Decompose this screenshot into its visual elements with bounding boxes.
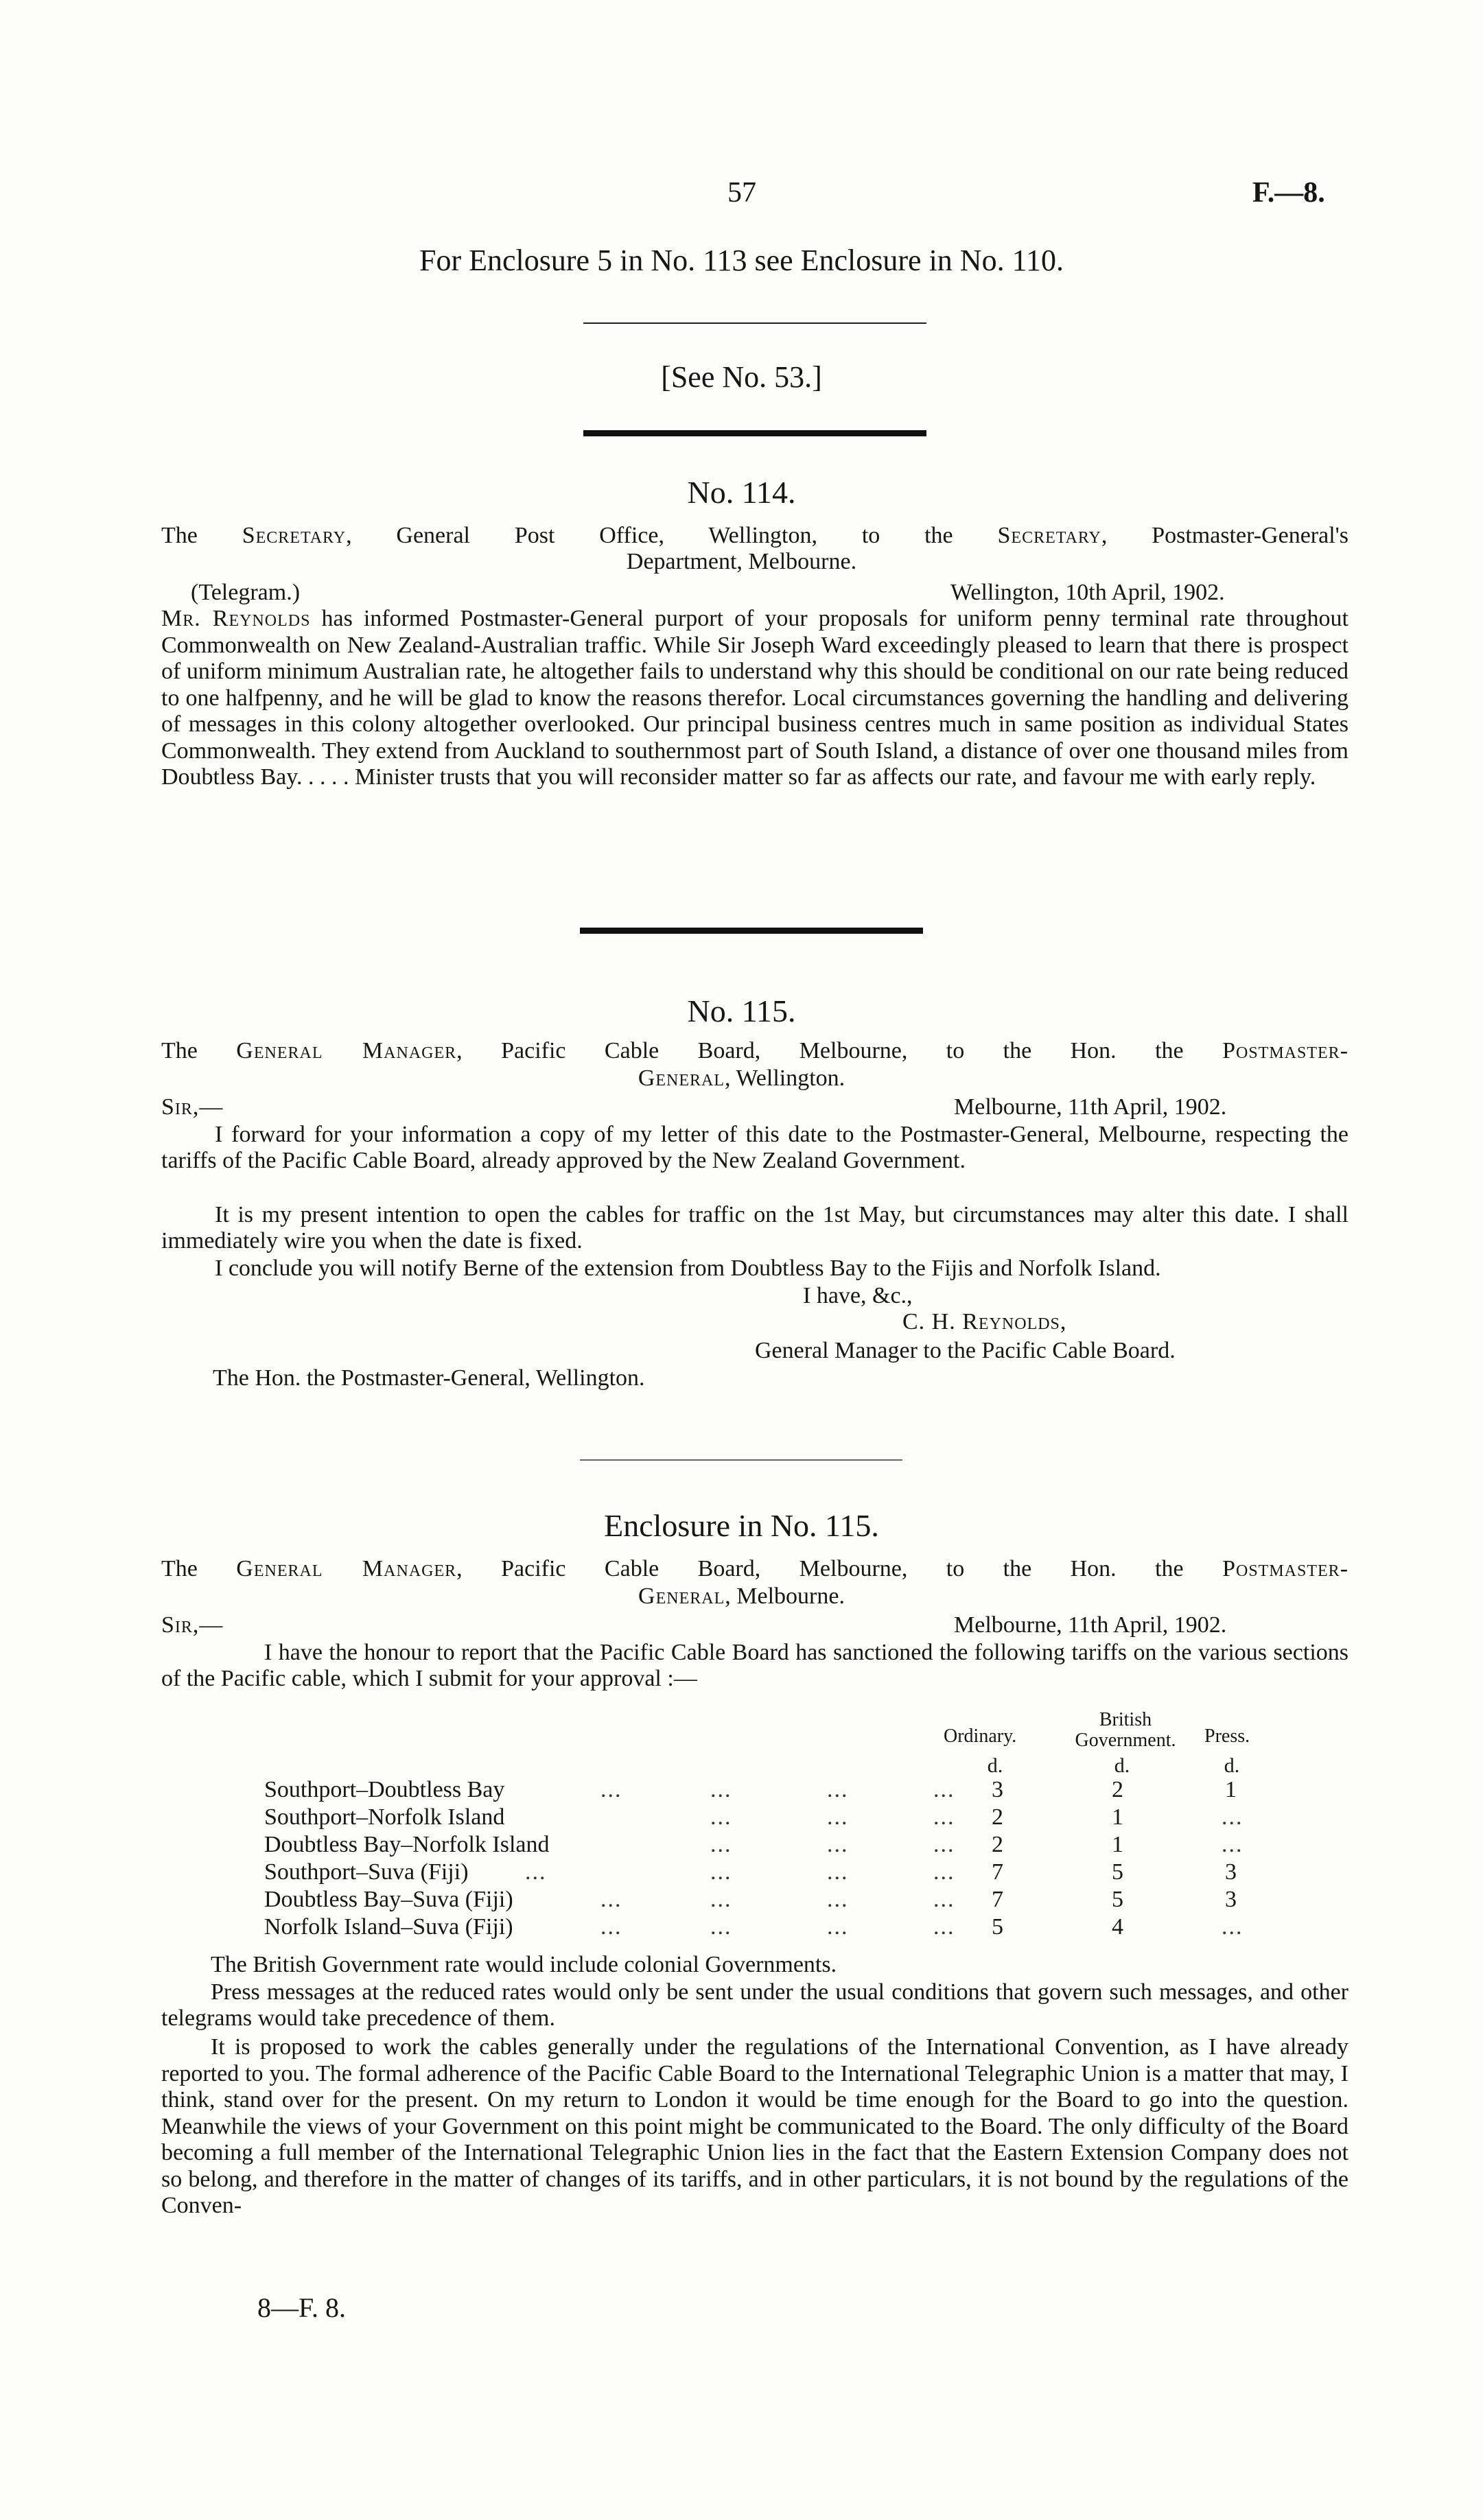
dateline: Wellington, 10th April, 1902. — [950, 580, 1225, 605]
press-rate: ... — [1222, 1914, 1243, 1940]
leader-dots: ... — [827, 1887, 849, 1912]
british-rate: 2 — [1112, 1777, 1123, 1802]
table-row — [264, 1777, 1280, 1804]
addressee: The Hon. the Postmaster-General, Wellington. — [213, 1365, 645, 1391]
dateline: Melbourne, 11th April, 1902. — [954, 1612, 1227, 1638]
column-header-press: Press. — [1204, 1726, 1250, 1747]
british-rate: 5 — [1112, 1859, 1123, 1885]
leader-dots: ... — [710, 1859, 732, 1885]
dateline: Melbourne, 11th April, 1902. — [954, 1094, 1227, 1120]
british-rate: 5 — [1112, 1887, 1123, 1912]
ordinary-rate: 2 — [992, 1832, 1003, 1857]
route-cell: Southport–Suva (Fiji) — [264, 1859, 469, 1885]
route-cell: Southport–Norfolk Island — [264, 1804, 505, 1830]
british-rate: 4 — [1112, 1914, 1123, 1940]
ordinary-rate: 7 — [992, 1859, 1003, 1885]
table-row — [264, 1914, 1280, 1942]
enclosure-note: For Enclosure 5 in No. 113 see Enclosure in No. 110. — [419, 244, 1064, 277]
leader-dots: ... — [827, 1859, 849, 1885]
leader-dots: ... — [710, 1777, 732, 1802]
address-line: Department, Melbourne. — [626, 549, 857, 574]
leader-dots: ... — [525, 1859, 547, 1885]
leader-dots: ... — [600, 1777, 622, 1802]
press-rate: 3 — [1225, 1859, 1237, 1885]
page-number: 57 — [727, 177, 756, 209]
leader-dots: ... — [933, 1832, 955, 1857]
press-rate: 1 — [1225, 1777, 1237, 1802]
ordinary-rate: 2 — [992, 1804, 1003, 1830]
route-cell: Doubtless Bay–Suva (Fiji) — [264, 1887, 513, 1912]
route-cell: Doubtless Bay–Norfolk Island — [264, 1832, 550, 1857]
salutation: Sir,— — [161, 1612, 224, 1638]
leader-dots: ... — [710, 1887, 732, 1912]
leader-dots: ... — [827, 1914, 849, 1940]
paragraph: I have the honour to report that the Pacific Cable Board has sanctioned the following tariffs on the various sections of the Pacific cable, which I submit for your approval :— — [161, 1640, 1348, 1691]
signature-title: General Manager to the Pacific Cable Board. — [755, 1338, 1176, 1363]
press-rate: ... — [1222, 1832, 1243, 1857]
address-line: The General Manager, Pacific Cable Board, Melbourne, to the Hon. the Postmaster- — [161, 1556, 1349, 1581]
table-row — [264, 1859, 1280, 1887]
unit-label: d. — [1114, 1754, 1130, 1777]
section-divider — [583, 430, 926, 436]
address-line: General, Melbourne. — [638, 1583, 845, 1609]
divider — [583, 322, 926, 324]
salutation: Sir,— — [161, 1094, 224, 1120]
table-row — [264, 1804, 1280, 1832]
leader-dots: ... — [710, 1804, 732, 1830]
leader-dots: ... — [933, 1887, 955, 1912]
telegram-label: (Telegram.) — [191, 580, 301, 605]
column-header-british-government: British Government. — [1075, 1709, 1176, 1751]
section-heading: No. 115. — [687, 993, 796, 1028]
section-heading: Enclosure in No. 115. — [604, 1508, 879, 1543]
address-line: General, Wellington. — [638, 1065, 845, 1091]
paragraph: I forward for your information a copy of my letter of this date to the Postmaster-General, Melbourne, respecting the tariffs of the Pacific Cable Board, already approved by the New Zealand Government. — [161, 1122, 1348, 1173]
leader-dots: ... — [933, 1914, 955, 1940]
british-rate: 1 — [1112, 1832, 1123, 1857]
leader-dots: ... — [933, 1804, 955, 1830]
section-heading: No. 114. — [687, 475, 796, 510]
route-cell: Norfolk Island–Suva (Fiji) — [264, 1914, 513, 1940]
route-cell: Southport–Doubtless Bay — [264, 1777, 505, 1802]
ordinary-rate: 7 — [992, 1887, 1003, 1912]
paragraph: Press messages at the reduced rates would only be sent under the usual conditions that govern such messages, and other telegrams would take precedence of them. — [161, 1979, 1348, 2031]
leader-dots: ... — [710, 1832, 732, 1857]
closing: I have, &c., — [803, 1283, 913, 1308]
unit-label: d. — [987, 1754, 1003, 1777]
leader-dots: ... — [600, 1887, 622, 1912]
unit-label: d. — [1224, 1754, 1240, 1777]
signature: C. H. Reynolds, — [902, 1309, 1067, 1334]
leader-dots: ... — [933, 1777, 955, 1802]
paragraph: I conclude you will notify Berne of the extension from Doubtless Bay to the Fijis and Norfolk Island. — [215, 1256, 1161, 1281]
divider — [580, 1459, 902, 1461]
paragraph: The British Government rate would include colonial Governments. — [211, 1952, 837, 1977]
table-row — [264, 1887, 1280, 1914]
see-note: [See No. 53.] — [661, 360, 822, 394]
ordinary-rate: 3 — [992, 1777, 1003, 1802]
message-body: Mr. Reynolds has informed Postmaster-General purport of your proposals for uniform penny terminal rate throughout Commonwealth on New Zealand-Australian traffic. While Sir Joseph Ward exceedingly pleased to learn that there is prospect of uniform minimum Australian rate, he altogether fails to understand why this should be conditional on our rate being reduced to one halfpenny, and he will be glad to know the reasons therefor. Local circumstances governing the handling and delivering of messages in this colony altogether overlooked. Our principal business centres much in same position as individual States Commonwealth. They extend from Auckland to southernmost part of South Island, a distance of over one thousand miles from Doubtless Bay. . . . . Minister trusts that you will reconsider matter so far as affects our rate, and favour me with early reply. — [161, 606, 1349, 790]
leader-dots: ... — [827, 1777, 849, 1802]
paper-reference: F.—8. — [1252, 177, 1325, 209]
british-rate: 1 — [1112, 1804, 1123, 1830]
leader-dots: ... — [827, 1804, 849, 1830]
press-rate: 3 — [1225, 1887, 1237, 1912]
column-header-ordinary: Ordinary. — [944, 1726, 1017, 1747]
paragraph: It is my present intention to open the cables for traffic on the 1st May, but circumstances may alter this date. I shall immediately wire you when the date is fixed. — [161, 1202, 1348, 1253]
table-row — [264, 1832, 1280, 1859]
signature-mark: 8—F. 8. — [257, 2292, 347, 2323]
address-line: The Secretary, General Post Office, Wellington, to the Secretary, Postmaster-General's — [161, 523, 1348, 548]
section-divider — [580, 928, 923, 934]
address-line: The General Manager, Pacific Cable Board, Melbourne, to the Hon. the Postmaster- — [161, 1038, 1349, 1063]
leader-dots: ... — [933, 1859, 955, 1885]
leader-dots: ... — [600, 1914, 622, 1940]
press-rate: ... — [1222, 1804, 1243, 1830]
ordinary-rate: 5 — [992, 1914, 1003, 1940]
leader-dots: ... — [710, 1914, 732, 1940]
paragraph: It is proposed to work the cables generally under the regulations of the International Convention, as I have already reported to you. The formal adherence of the Pacific Cable Board to the International Telegraphic Union is a matter that may, I think, stand over for the present. On my return to London it would be time enough for the Board to go into the question. Meanwhile the views of your Government on this point might be communicated to the Board. The only difficulty of the Board becoming a full member of the International Telegraphic Union lies in the fact that the Eastern Extension Company does not so belong, and therefore in the matter of changes of its tariffs, and in other particulars, it is not bound by the regulations of the Conven- — [161, 2034, 1348, 2218]
leader-dots: ... — [827, 1832, 849, 1857]
